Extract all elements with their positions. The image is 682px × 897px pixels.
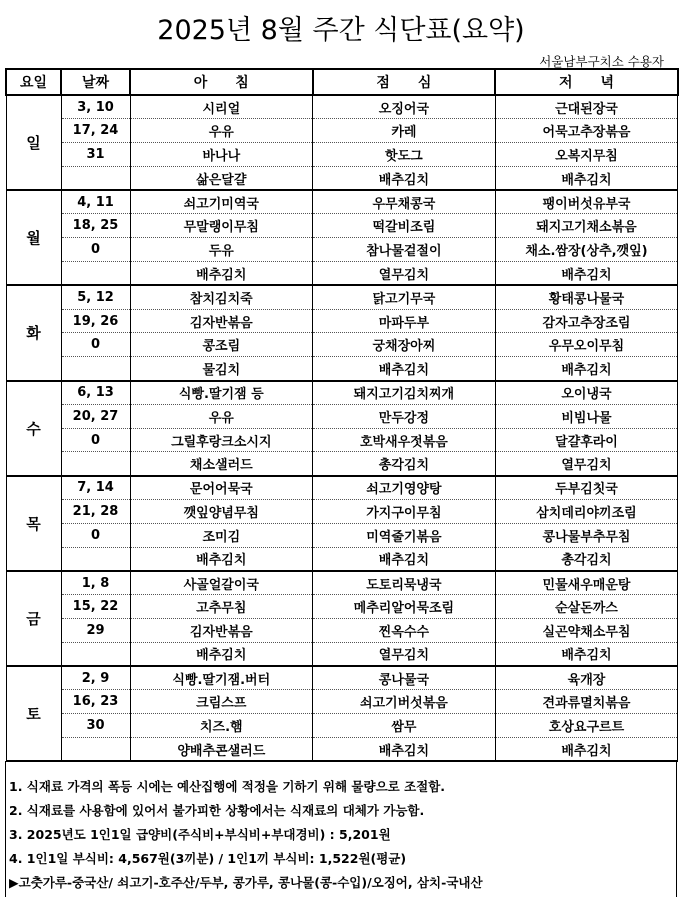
table-row	[6, 190, 678, 214]
breakfast-cell: 김자반볶음	[130, 619, 313, 643]
breakfast-cell: 두유	[130, 238, 313, 262]
lunch-cell: 쌈무	[313, 714, 496, 738]
date-cell: 0	[61, 523, 130, 547]
table-row	[6, 214, 678, 238]
table-row	[6, 309, 678, 333]
dinner-cell: 민물새우매운탕	[495, 571, 678, 595]
lunch-cell: 콩나물국	[313, 666, 496, 690]
date-cell: 0	[61, 238, 130, 262]
date-cell: 20, 27	[61, 404, 130, 428]
breakfast-cell: 삶은달걀	[130, 166, 313, 190]
breakfast-cell: 문어어묵국	[130, 476, 313, 500]
dinner-cell: 어묵고추장볶음	[495, 119, 678, 143]
dinner-cell: 오복지무침	[495, 143, 678, 167]
table-row	[6, 333, 678, 357]
note-line: 1. 식재료 가격의 폭등 시에는 예산집행에 적정을 기하기 위해 물량으로 조절함.	[9, 779, 446, 794]
dinner-cell: 달걀후라이	[495, 428, 678, 452]
date-cell: 0	[61, 333, 130, 357]
lunch-cell: 총각김치	[313, 452, 496, 476]
lunch-cell: 닭고기무국	[313, 285, 496, 309]
table-row	[6, 262, 678, 286]
breakfast-cell: 우유	[130, 119, 313, 143]
day-of-week-cell: 목	[6, 476, 61, 571]
dinner-cell: 비빔나물	[495, 404, 678, 428]
day-of-week-cell: 토	[6, 666, 61, 761]
breakfast-cell: 쇠고기미역국	[130, 190, 313, 214]
lunch-cell: 배추김치	[313, 357, 496, 381]
dinner-cell: 호상요구르트	[495, 714, 678, 738]
table-row	[6, 238, 678, 262]
note-line: 3. 2025년도 1인1일 급양비(주식비+부식비+부대경비) : 5,201원	[9, 827, 391, 842]
lunch-cell: 도토리묵냉국	[313, 571, 496, 595]
breakfast-cell: 양배추콘샐러드	[130, 738, 313, 762]
table-row	[6, 357, 678, 381]
note-line: ▶고춧가루-중국산/ 쇠고기-호주산/두부, 콩가루, 콩나물(콩-수입)/오징어, 삼치-국내산	[9, 875, 483, 890]
dinner-cell: 감자고추장조림	[495, 309, 678, 333]
note-line: 4. 1인1일 부식비: 4,567원(3끼분) / 1인1끼 부식비: 1,522원(평균)	[9, 851, 407, 866]
lunch-cell: 핫도그	[313, 143, 496, 167]
dinner-cell: 견과류멸치볶음	[495, 690, 678, 714]
table-row	[6, 547, 678, 571]
breakfast-cell: 채소샐러드	[130, 452, 313, 476]
lunch-cell: 오징어국	[313, 95, 496, 119]
lunch-cell: 배추김치	[313, 166, 496, 190]
header-dinner: 저 녁	[495, 69, 678, 95]
lunch-cell: 열무김치	[313, 262, 496, 286]
breakfast-cell: 무말랭이무침	[130, 214, 313, 238]
lunch-cell: 궁채장아찌	[313, 333, 496, 357]
table-row	[6, 428, 678, 452]
date-cell: 2, 9	[61, 666, 130, 690]
table-row	[6, 666, 678, 690]
table-row	[6, 690, 678, 714]
date-cell: 30	[61, 714, 130, 738]
breakfast-cell: 바나나	[130, 143, 313, 167]
lunch-cell: 배추김치	[313, 738, 496, 762]
dinner-cell: 콩나물부추무침	[495, 523, 678, 547]
lunch-cell: 만두강정	[313, 404, 496, 428]
dinner-cell: 돼지고기채소볶음	[495, 214, 678, 238]
lunch-cell: 카레	[313, 119, 496, 143]
day-of-week-cell: 월	[6, 190, 61, 285]
lunch-cell: 호박새우젓볶음	[313, 428, 496, 452]
lunch-cell: 쇠고기영양탕	[313, 476, 496, 500]
table-row	[6, 619, 678, 643]
breakfast-cell: 배추김치	[130, 642, 313, 666]
breakfast-cell: 사골얼갈이국	[130, 571, 313, 595]
lunch-cell: 미역줄기볶음	[313, 523, 496, 547]
lunch-cell: 참나물겉절이	[313, 238, 496, 262]
date-cell: 6, 13	[61, 381, 130, 405]
breakfast-cell: 시리얼	[130, 95, 313, 119]
lunch-cell: 가지구이무침	[313, 500, 496, 524]
breakfast-cell: 식빵.딸기잼 등	[130, 381, 313, 405]
dinner-cell: 순살돈까스	[495, 595, 678, 619]
date-cell: 1, 8	[61, 571, 130, 595]
breakfast-cell: 우유	[130, 404, 313, 428]
lunch-cell: 돼지고기김치찌개	[313, 381, 496, 405]
date-cell: 0	[61, 428, 130, 452]
header-date: 날짜	[61, 69, 130, 95]
date-cell	[61, 452, 130, 476]
header-breakfast: 아 침	[130, 69, 313, 95]
dinner-cell: 우무오이무침	[495, 333, 678, 357]
dinner-cell: 오이냉국	[495, 381, 678, 405]
dinner-cell: 황태콩나물국	[495, 285, 678, 309]
lunch-cell: 우무채콩국	[313, 190, 496, 214]
breakfast-cell: 그릴후랑크소시지	[130, 428, 313, 452]
date-cell	[61, 642, 130, 666]
header-lunch: 점 심	[313, 69, 496, 95]
dinner-cell: 삼치데리야끼조림	[495, 500, 678, 524]
table-row	[6, 500, 678, 524]
date-cell: 21, 28	[61, 500, 130, 524]
dinner-cell: 근대된장국	[495, 95, 678, 119]
table-row	[6, 642, 678, 666]
breakfast-cell: 물김치	[130, 357, 313, 381]
breakfast-cell: 콩조림	[130, 333, 313, 357]
page-title: 2025년 8월 주간 식단표(요약)	[157, 15, 525, 46]
lunch-cell: 배추김치	[313, 547, 496, 571]
breakfast-cell: 치즈.햄	[130, 714, 313, 738]
date-cell: 19, 26	[61, 309, 130, 333]
dinner-cell: 육개장	[495, 666, 678, 690]
date-cell: 17, 24	[61, 119, 130, 143]
date-cell	[61, 357, 130, 381]
date-cell: 5, 12	[61, 285, 130, 309]
dinner-cell: 배추김치	[495, 642, 678, 666]
date-cell: 16, 23	[61, 690, 130, 714]
date-cell: 4, 11	[61, 190, 130, 214]
date-cell: 3, 10	[61, 95, 130, 119]
date-cell	[61, 262, 130, 286]
breakfast-cell: 배추김치	[130, 547, 313, 571]
note-line: 2. 식재료를 사용함에 있어서 불가피한 상황에서는 식재료의 대체가 가능함.	[9, 803, 425, 818]
lunch-cell: 마파두부	[313, 309, 496, 333]
table-row	[6, 571, 678, 595]
weekly-menu-table	[5, 68, 679, 762]
date-cell: 31	[61, 143, 130, 167]
table-row	[6, 95, 678, 119]
dinner-cell: 총각김치	[495, 547, 678, 571]
dinner-cell: 배추김치	[495, 357, 678, 381]
table-row	[6, 452, 678, 476]
date-cell: 7, 14	[61, 476, 130, 500]
dinner-cell: 배추김치	[495, 262, 678, 286]
dinner-cell: 팽이버섯유부국	[495, 190, 678, 214]
breakfast-cell: 식빵.딸기잼.버터	[130, 666, 313, 690]
breakfast-cell: 크림스프	[130, 690, 313, 714]
day-of-week-cell: 금	[6, 571, 61, 666]
dinner-cell: 두부김칫국	[495, 476, 678, 500]
notes-section	[5, 761, 677, 897]
header-day: 요일	[6, 69, 61, 95]
lunch-cell: 메추리알어묵조림	[313, 595, 496, 619]
dinner-cell: 실곤약채소무침	[495, 619, 678, 643]
table-row	[6, 404, 678, 428]
dinner-cell: 채소.쌈장(상추,깻잎)	[495, 238, 678, 262]
breakfast-cell: 배추김치	[130, 262, 313, 286]
table-row	[6, 119, 678, 143]
date-cell	[61, 738, 130, 762]
date-cell: 15, 22	[61, 595, 130, 619]
table-row	[6, 738, 678, 762]
breakfast-cell: 깻잎양념무침	[130, 500, 313, 524]
breakfast-cell: 고추무침	[130, 595, 313, 619]
date-cell: 29	[61, 619, 130, 643]
table-row	[6, 476, 678, 500]
institution-label: 서울남부구치소 수용자	[539, 54, 664, 69]
table-row	[6, 143, 678, 167]
lunch-cell: 쇠고기버섯볶음	[313, 690, 496, 714]
table-row	[6, 381, 678, 405]
lunch-cell: 떡갈비조림	[313, 214, 496, 238]
lunch-cell: 열무김치	[313, 642, 496, 666]
table-header-row	[6, 69, 678, 95]
day-of-week-cell: 화	[6, 285, 61, 380]
date-cell	[61, 166, 130, 190]
breakfast-cell: 조미김	[130, 523, 313, 547]
date-cell	[61, 547, 130, 571]
dinner-cell: 열무김치	[495, 452, 678, 476]
table-row	[6, 523, 678, 547]
table-row	[6, 714, 678, 738]
lunch-cell: 찐옥수수	[313, 619, 496, 643]
dinner-cell: 배추김치	[495, 738, 678, 762]
breakfast-cell: 김자반볶음	[130, 309, 313, 333]
day-of-week-cell: 수	[6, 381, 61, 476]
day-of-week-cell: 일	[6, 95, 61, 190]
menu-body	[6, 95, 678, 761]
table-row	[6, 595, 678, 619]
breakfast-cell: 참치김치죽	[130, 285, 313, 309]
table-row	[6, 166, 678, 190]
dinner-cell: 배추김치	[495, 166, 678, 190]
date-cell: 18, 25	[61, 214, 130, 238]
table-row	[6, 285, 678, 309]
